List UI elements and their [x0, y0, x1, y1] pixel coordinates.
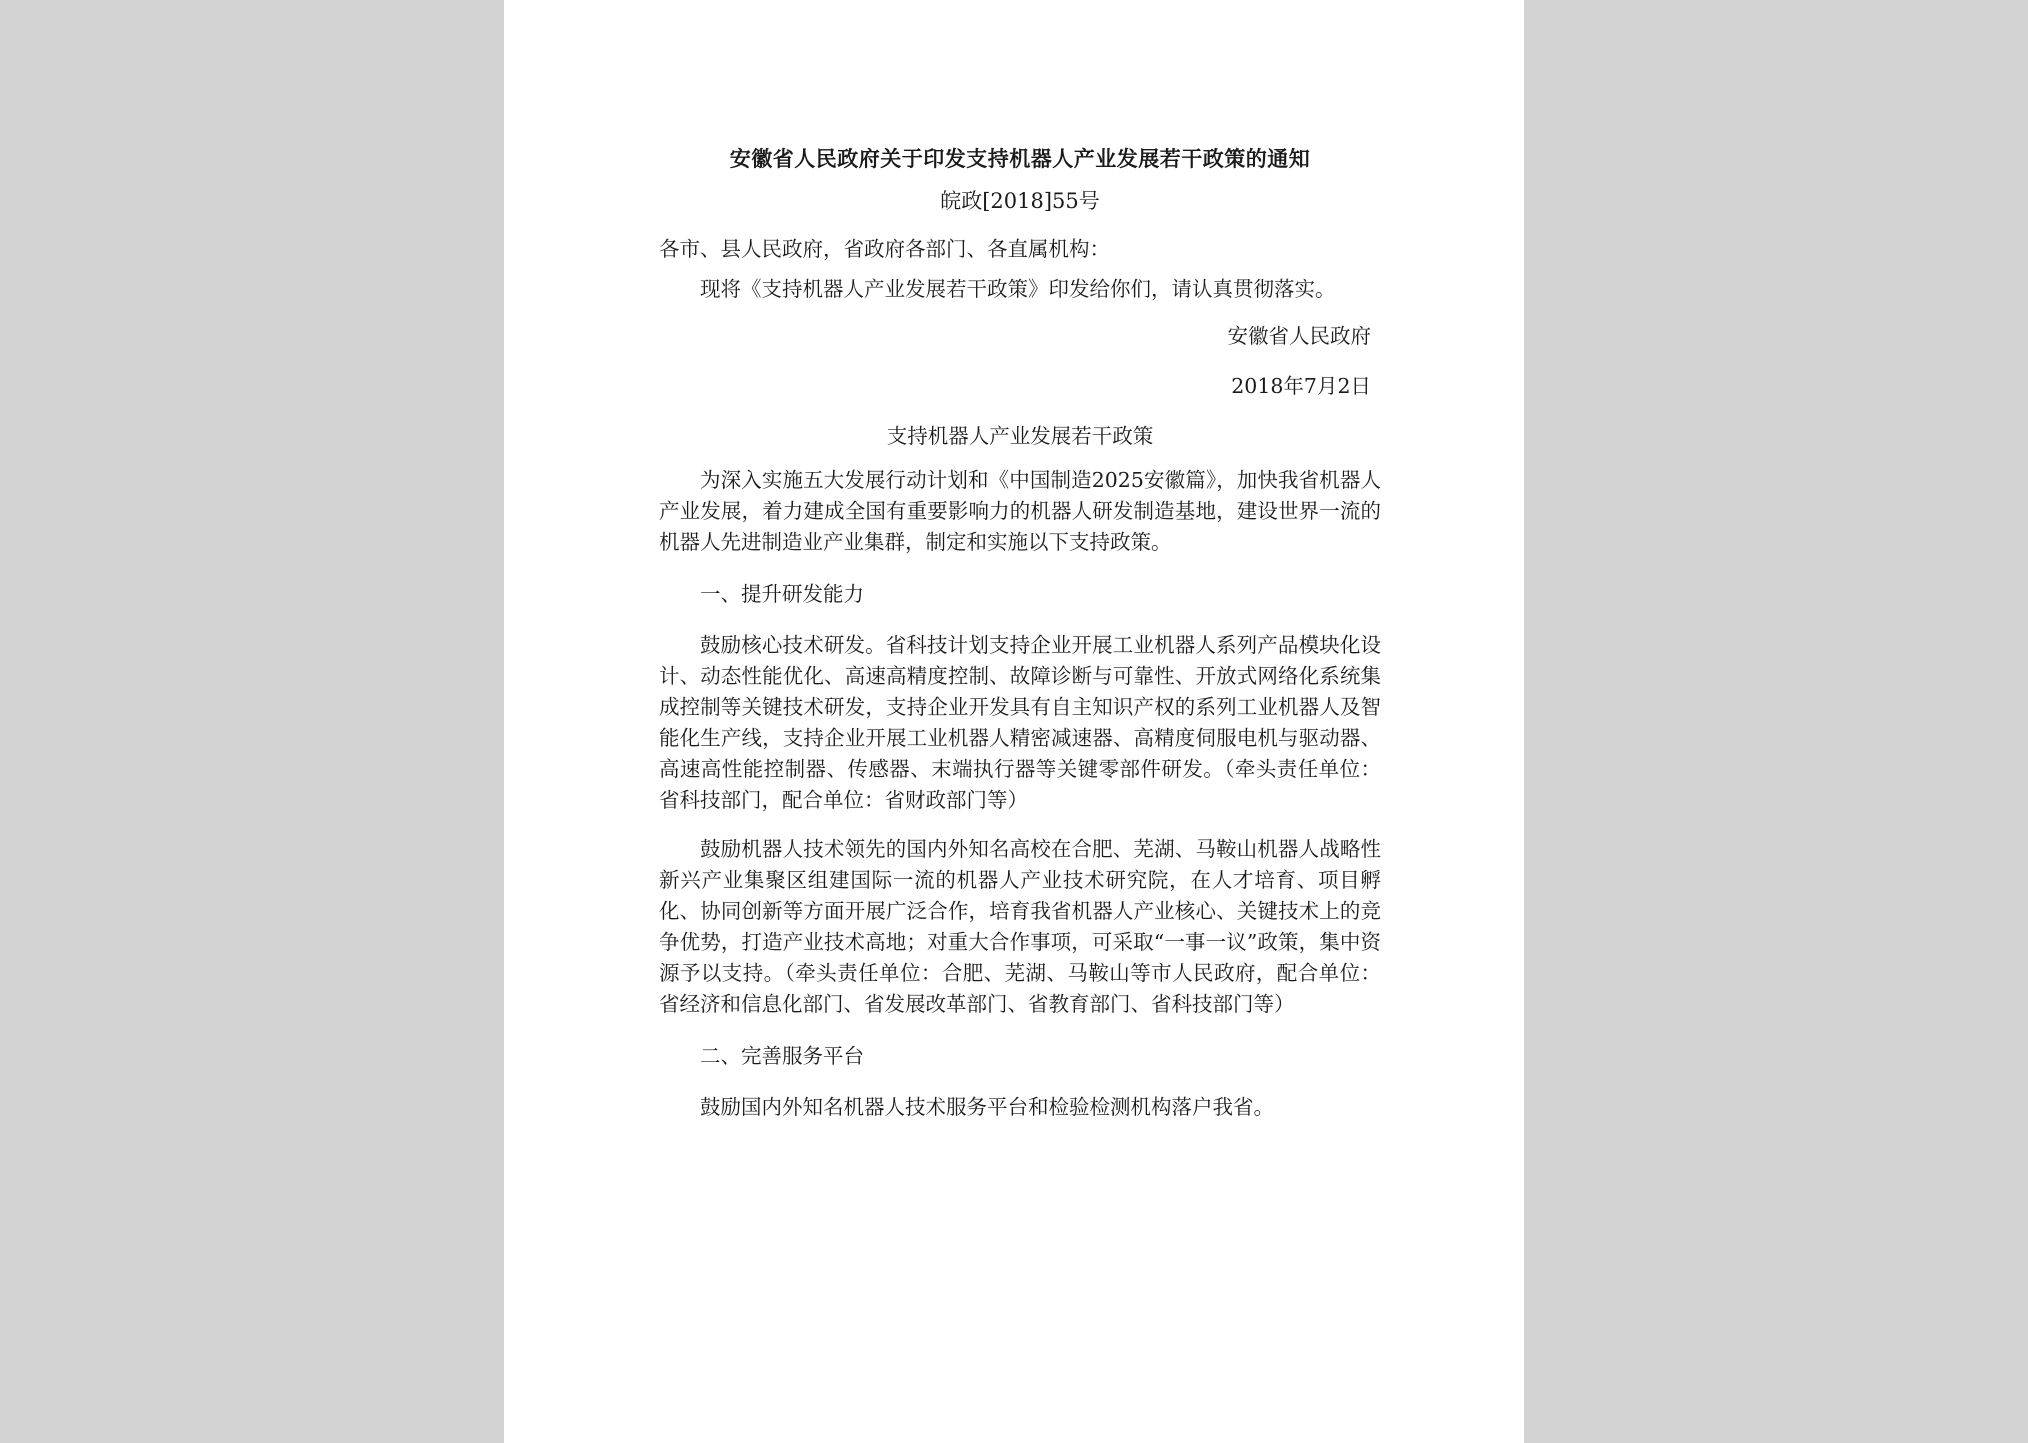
policy-intro: 为深入实施五大发展行动计划和《中国制造2025安徽篇》，加快我省机器人产业发展，着力建成全国有重要影响力的机器人研发制造基地，建设世界一流的机器人先进制造业产业集群，制定和实施以下支持政策。 [659, 468, 1381, 554]
notice-title: 安徽省人民政府关于印发支持机器人产业发展若干政策的通知 [729, 146, 1311, 171]
signature-org: 安徽省人民政府 [1227, 324, 1371, 348]
document-content [659, 138, 1381, 1123]
addressee: 各市、县人民政府，省政府各部门、各直属机构： [659, 237, 1110, 261]
section1-paragraph-2: 鼓励机器人技术领先的国内外知名高校在合肥、芜湖、马鞍山机器人战略性新兴产业集聚区组建国际一流的机器人产业技术研究院，在人才培育、项目孵化、协同创新等方面开展广泛合作，培育我省机器人产业核心、关键技术上的竞争优势，打造产业技术高地；对重大合作事项，可采取“一事一议”政策，集中资源予以支持。（牵头责任单位：合肥、芜湖、马鞍山等市人民政府，配合单位：省经济和信息化部门、省发展改革部门、省教育部门、省科技部门等） [659, 837, 1381, 1016]
section1-paragraph-1: 鼓励核心技术研发。省科技计划支持企业开展工业机器人系列产品模块化设计、动态性能优化、高速高精度控制、故障诊断与可靠性、开放式网络化系统集成控制等关键技术研发，支持企业开发具有自主知识产权的系列工业机器人及智能化生产线，支持企业开展工业机器人精密减速器、高精度伺服电机与驱动器、高速高性能控制器、传感器、末端执行器等关键零部件研发。（牵头责任单位：省科技部门，配合单位：省财政部门等） [659, 633, 1381, 812]
section1-heading: 一、提升研发能力 [700, 582, 864, 606]
policy-title: 支持机器人产业发展若干政策 [886, 424, 1154, 448]
section2-heading: 二、完善服务平台 [700, 1044, 864, 1068]
document-number: 皖政[2018]55号 [940, 189, 1100, 213]
notice-body: 现将《支持机器人产业发展若干政策》印发给你们，请认真贯彻落实。 [700, 277, 1336, 301]
signature-date: 2018年7月2日 [1231, 374, 1371, 398]
section2-paragraph-1: 鼓励国内外知名机器人技术服务平台和检验检测机构落户我省。 [700, 1095, 1274, 1119]
document-page [504, 0, 1524, 1443]
